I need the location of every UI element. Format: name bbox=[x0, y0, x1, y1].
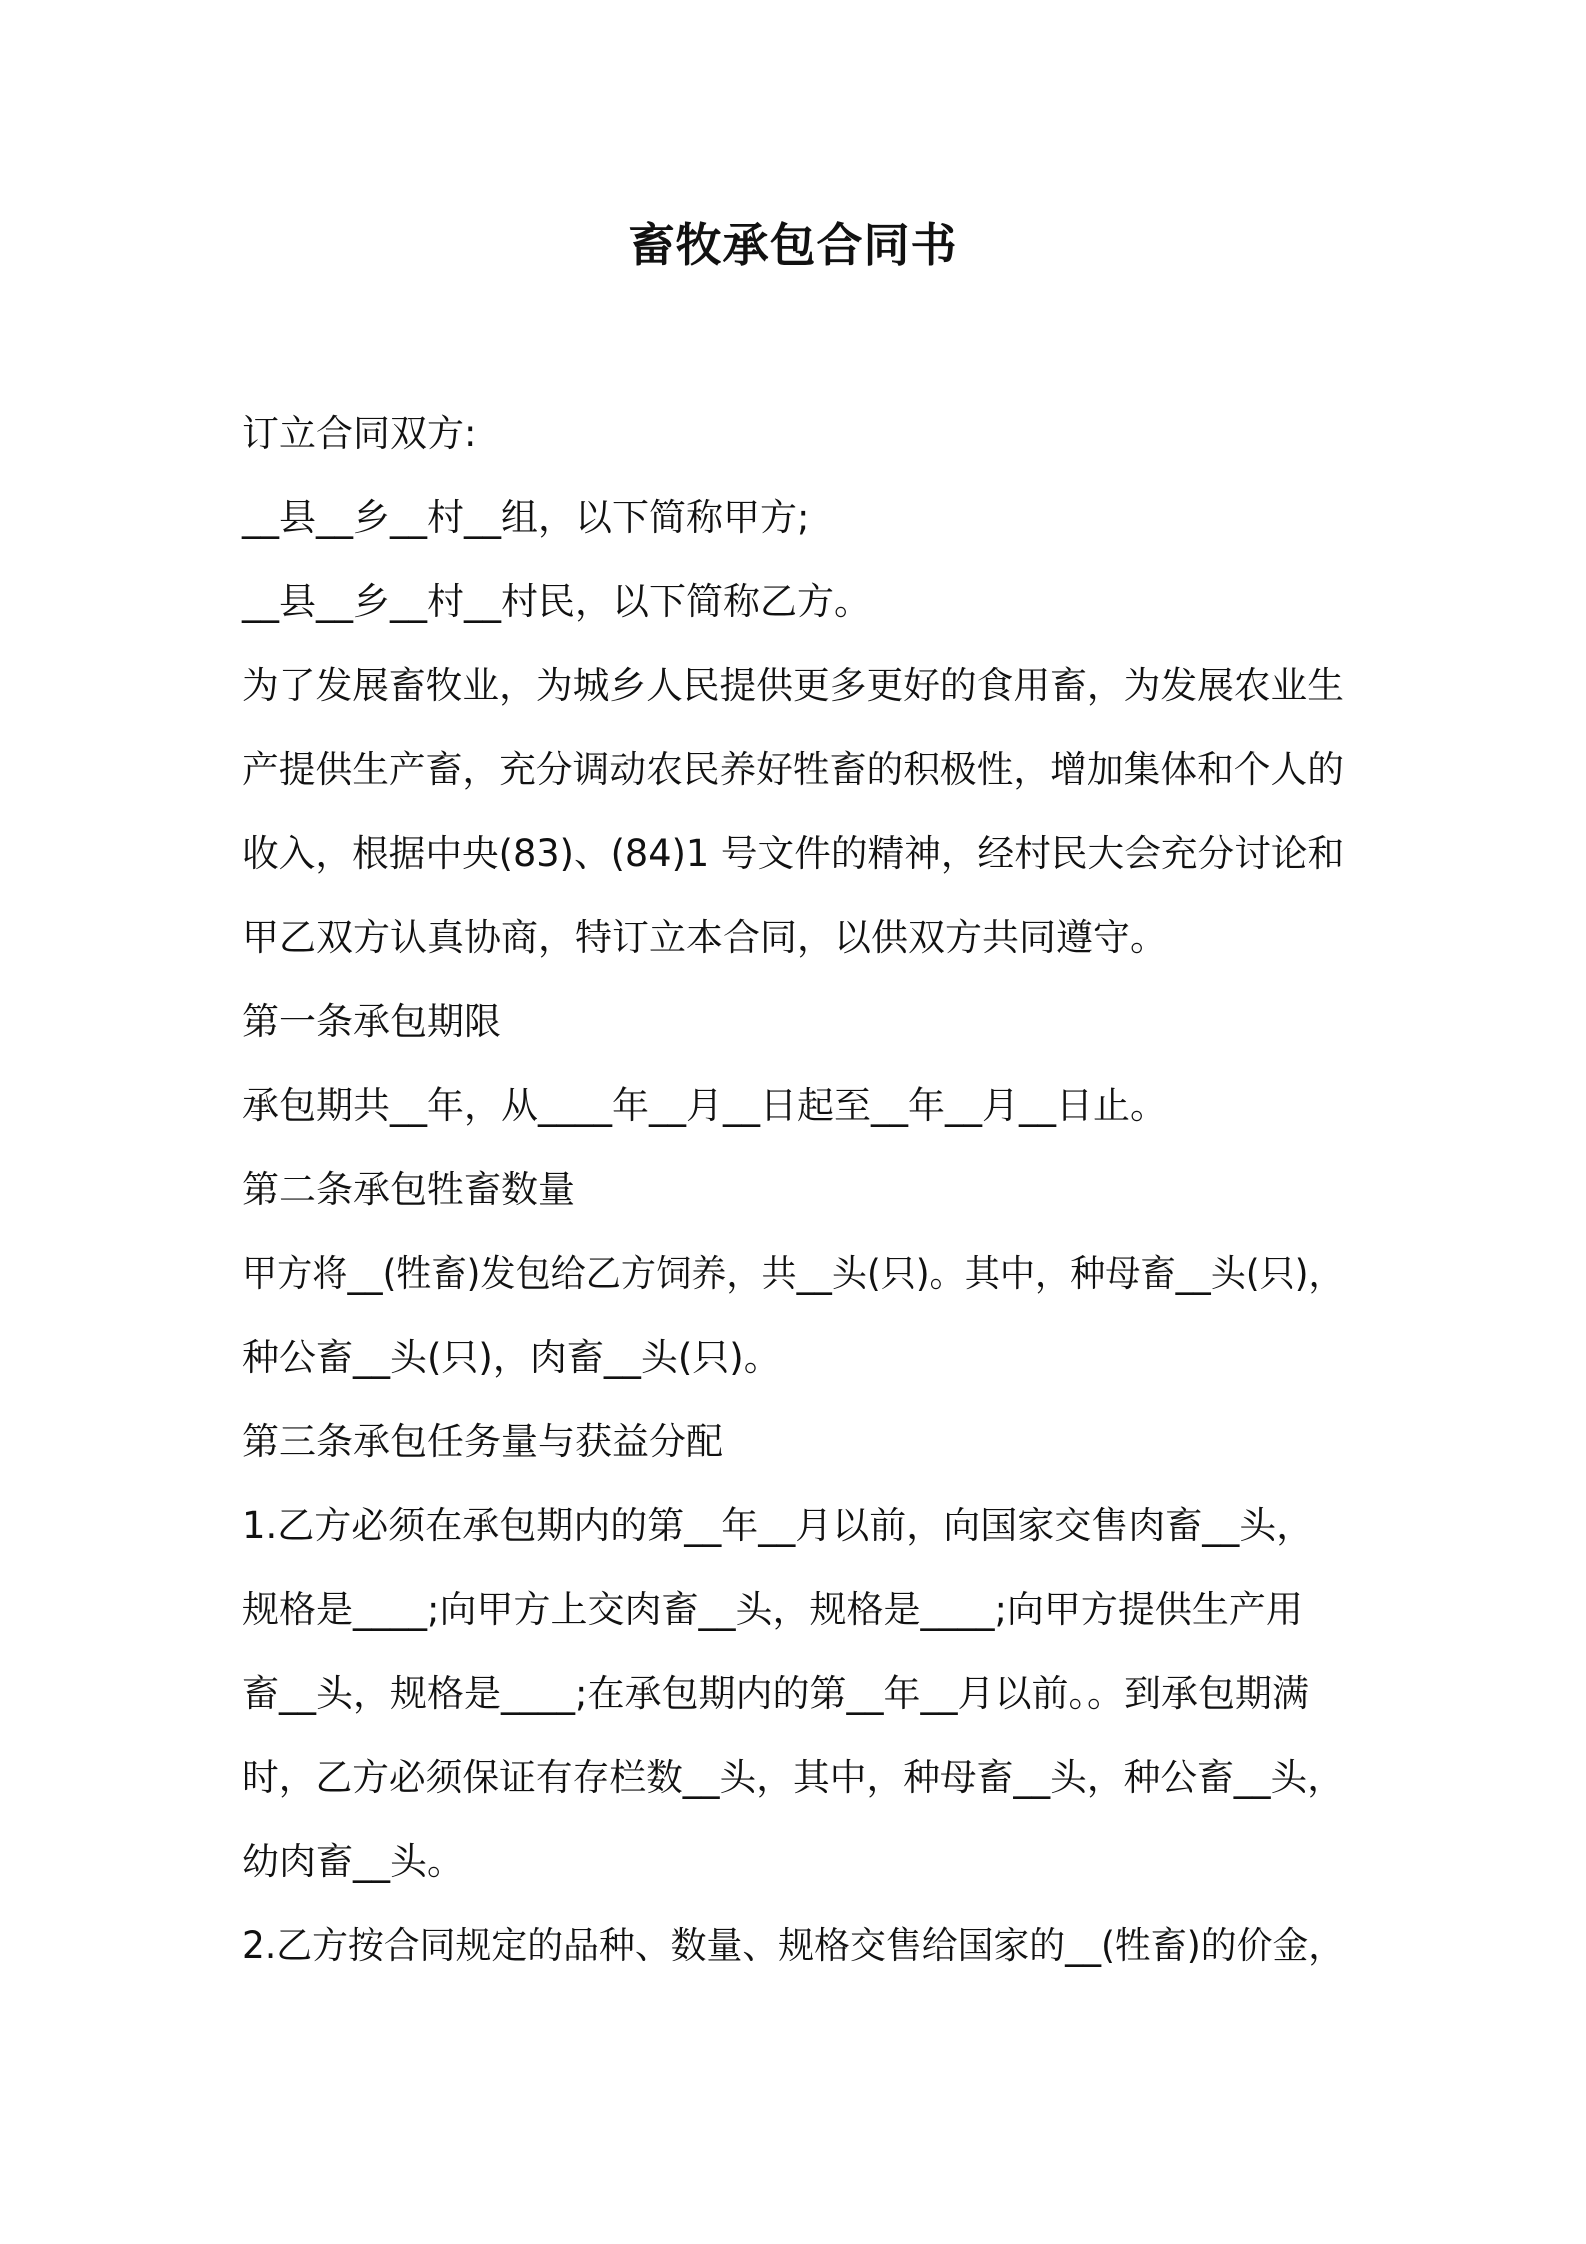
text-line: __县__乡__村__组，以下简称甲方; bbox=[242, 496, 810, 539]
section-heading: 第一条承包期限 bbox=[242, 1000, 501, 1043]
text-line: 幼肉畜__头。 bbox=[242, 1840, 464, 1883]
text-line: 畜__头，规格是____;在承包期内的第__年__月以前。。到承包期满 bbox=[242, 1672, 1309, 1715]
text-line: 甲乙双方认真协商，特订立本合同，以供双方共同遵守。 bbox=[242, 916, 1167, 959]
text-line: 规格是____;向甲方上交肉畜__头，规格是____;向甲方提供生产用 bbox=[242, 1588, 1303, 1631]
text-line: 种公畜__头(只)，肉畜__头(只)。 bbox=[242, 1336, 781, 1379]
text-line: 2.乙方按合同规定的品种、数量、规格交售给国家的__(牲畜)的价金， bbox=[242, 1924, 1345, 1967]
text-line: 1.乙方必须在承包期内的第__年__月以前，向国家交售肉畜__头， bbox=[242, 1504, 1314, 1547]
section-heading: 第三条承包任务量与获益分配 bbox=[242, 1420, 723, 1463]
section-heading: 第二条承包牲畜数量 bbox=[242, 1168, 575, 1211]
text-line: 承包期共__年，从____年__月__日起至__年__月__日止。 bbox=[242, 1084, 1167, 1127]
text-line: 甲方将__(牲畜)发包给乙方饲养，共__头(只)。其中，种母畜__头(只)， bbox=[242, 1252, 1344, 1295]
text-line: 为了发展畜牧业，为城乡人民提供更多更好的食用畜，为发展农业生 bbox=[242, 664, 1344, 707]
text-line: 收入，根据中央(83)、(84)1 号文件的精神，经村民大会充分讨论和 bbox=[242, 832, 1345, 875]
text-line: 产提供生产畜，充分调动农民养好牲畜的积极性，增加集体和个人的 bbox=[242, 748, 1344, 791]
text-line: __县__乡__村__村民，以下简称乙方。 bbox=[242, 580, 871, 623]
text-line: 订立合同双方: bbox=[242, 412, 477, 455]
text-line: 时，乙方必须保证有存栏数__头，其中，种母畜__头，种公畜__头， bbox=[242, 1756, 1344, 1799]
document-title: 畜牧承包合同书 bbox=[628, 218, 958, 272]
